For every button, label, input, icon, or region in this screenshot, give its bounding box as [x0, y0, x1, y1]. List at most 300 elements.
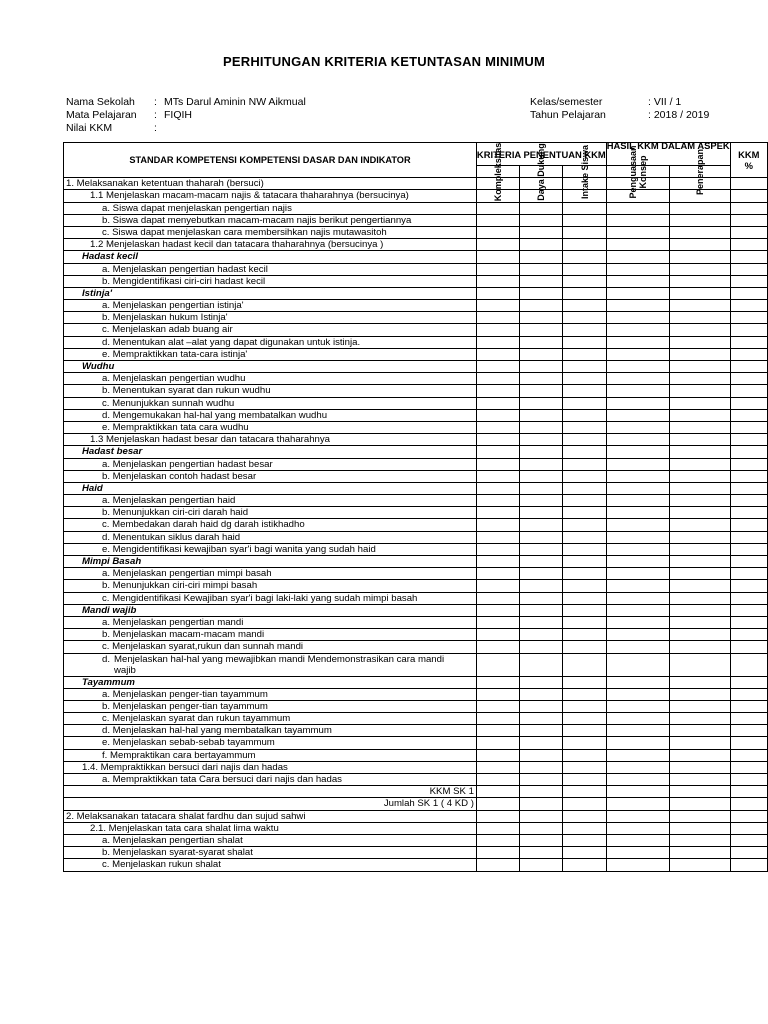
score-cell[interactable]	[476, 336, 519, 348]
score-cell[interactable]	[563, 251, 606, 263]
score-cell[interactable]	[520, 287, 563, 299]
score-cell[interactable]	[563, 556, 606, 568]
score-cell[interactable]	[606, 226, 670, 238]
score-cell[interactable]	[476, 324, 519, 336]
score-cell[interactable]	[670, 676, 730, 688]
score-cell[interactable]	[476, 822, 519, 834]
score-cell[interactable]	[476, 434, 519, 446]
score-cell[interactable]	[606, 859, 670, 871]
score-cell[interactable]	[606, 737, 670, 749]
score-cell[interactable]	[520, 263, 563, 275]
score-cell[interactable]	[606, 263, 670, 275]
score-cell[interactable]	[606, 592, 670, 604]
score-cell[interactable]	[670, 263, 730, 275]
score-cell[interactable]	[730, 604, 767, 616]
score-cell[interactable]	[670, 507, 730, 519]
score-cell[interactable]	[670, 543, 730, 555]
score-cell[interactable]	[520, 568, 563, 580]
score-cell[interactable]	[606, 725, 670, 737]
score-cell[interactable]	[563, 421, 606, 433]
score-cell[interactable]	[476, 543, 519, 555]
score-cell[interactable]	[730, 556, 767, 568]
score-cell[interactable]	[520, 519, 563, 531]
score-cell[interactable]	[730, 749, 767, 761]
score-cell[interactable]	[606, 641, 670, 653]
score-cell[interactable]	[563, 239, 606, 251]
score-cell[interactable]	[730, 251, 767, 263]
score-cell[interactable]	[606, 397, 670, 409]
score-cell[interactable]	[670, 688, 730, 700]
score-cell[interactable]	[730, 275, 767, 287]
score-cell[interactable]	[476, 810, 519, 822]
score-cell[interactable]	[606, 421, 670, 433]
score-cell[interactable]	[563, 653, 606, 676]
score-cell[interactable]	[670, 251, 730, 263]
score-cell[interactable]	[670, 713, 730, 725]
score-cell[interactable]	[670, 629, 730, 641]
score-cell[interactable]	[476, 495, 519, 507]
score-cell[interactable]	[520, 676, 563, 688]
score-cell[interactable]	[730, 822, 767, 834]
score-cell[interactable]	[563, 458, 606, 470]
score-cell[interactable]	[606, 786, 670, 798]
score-cell[interactable]	[476, 774, 519, 786]
score-cell[interactable]	[476, 409, 519, 421]
score-cell[interactable]	[670, 700, 730, 712]
score-cell[interactable]	[670, 470, 730, 482]
score-cell[interactable]	[520, 324, 563, 336]
score-cell[interactable]	[476, 688, 519, 700]
score-cell[interactable]	[563, 507, 606, 519]
score-cell[interactable]	[520, 421, 563, 433]
score-cell[interactable]	[606, 507, 670, 519]
score-cell[interactable]	[670, 774, 730, 786]
score-cell[interactable]	[730, 373, 767, 385]
score-cell[interactable]	[476, 226, 519, 238]
score-cell[interactable]	[520, 580, 563, 592]
score-cell[interactable]	[476, 348, 519, 360]
score-cell[interactable]	[730, 737, 767, 749]
score-cell[interactable]	[670, 421, 730, 433]
score-cell[interactable]	[606, 556, 670, 568]
score-cell[interactable]	[606, 482, 670, 494]
score-cell[interactable]	[563, 847, 606, 859]
score-cell[interactable]	[476, 592, 519, 604]
score-cell[interactable]	[563, 798, 606, 810]
score-cell[interactable]	[520, 348, 563, 360]
score-cell[interactable]	[730, 361, 767, 373]
score-cell[interactable]	[476, 531, 519, 543]
score-cell[interactable]	[670, 214, 730, 226]
score-cell[interactable]	[670, 446, 730, 458]
score-cell[interactable]	[476, 458, 519, 470]
score-cell[interactable]	[520, 641, 563, 653]
score-cell[interactable]	[606, 470, 670, 482]
score-cell[interactable]	[670, 568, 730, 580]
score-cell[interactable]	[670, 397, 730, 409]
score-cell[interactable]	[476, 786, 519, 798]
score-cell[interactable]	[670, 798, 730, 810]
score-cell[interactable]	[606, 713, 670, 725]
score-cell[interactable]	[520, 859, 563, 871]
score-cell[interactable]	[730, 495, 767, 507]
score-cell[interactable]	[563, 214, 606, 226]
score-cell[interactable]	[520, 202, 563, 214]
score-cell[interactable]	[606, 446, 670, 458]
score-cell[interactable]	[606, 604, 670, 616]
score-cell[interactable]	[563, 202, 606, 214]
score-cell[interactable]	[476, 202, 519, 214]
score-cell[interactable]	[476, 737, 519, 749]
score-cell[interactable]	[563, 361, 606, 373]
score-cell[interactable]	[606, 749, 670, 761]
score-cell[interactable]	[563, 531, 606, 543]
score-cell[interactable]	[670, 312, 730, 324]
score-cell[interactable]	[670, 834, 730, 846]
score-cell[interactable]	[476, 834, 519, 846]
score-cell[interactable]	[606, 810, 670, 822]
score-cell[interactable]	[730, 446, 767, 458]
score-cell[interactable]	[520, 713, 563, 725]
score-cell[interactable]	[563, 226, 606, 238]
score-cell[interactable]	[563, 275, 606, 287]
score-cell[interactable]	[606, 312, 670, 324]
score-cell[interactable]	[730, 482, 767, 494]
score-cell[interactable]	[606, 214, 670, 226]
score-cell[interactable]	[670, 434, 730, 446]
score-cell[interactable]	[670, 641, 730, 653]
score-cell[interactable]	[606, 287, 670, 299]
score-cell[interactable]	[520, 361, 563, 373]
score-cell[interactable]	[520, 312, 563, 324]
score-cell[interactable]	[476, 580, 519, 592]
score-cell[interactable]	[606, 458, 670, 470]
score-cell[interactable]	[563, 397, 606, 409]
score-cell[interactable]	[520, 239, 563, 251]
score-cell[interactable]	[670, 458, 730, 470]
score-cell[interactable]	[606, 700, 670, 712]
score-cell[interactable]	[520, 385, 563, 397]
score-cell[interactable]	[730, 810, 767, 822]
score-cell[interactable]	[730, 421, 767, 433]
score-cell[interactable]	[606, 774, 670, 786]
score-cell[interactable]	[606, 822, 670, 834]
score-cell[interactable]	[670, 409, 730, 421]
score-cell[interactable]	[563, 774, 606, 786]
score-cell[interactable]	[730, 507, 767, 519]
score-cell[interactable]	[476, 676, 519, 688]
score-cell[interactable]	[520, 847, 563, 859]
score-cell[interactable]	[670, 580, 730, 592]
score-cell[interactable]	[520, 798, 563, 810]
score-cell[interactable]	[606, 580, 670, 592]
score-cell[interactable]	[730, 531, 767, 543]
score-cell[interactable]	[670, 859, 730, 871]
score-cell[interactable]	[730, 434, 767, 446]
score-cell[interactable]	[476, 798, 519, 810]
score-cell[interactable]	[476, 482, 519, 494]
score-cell[interactable]	[520, 373, 563, 385]
score-cell[interactable]	[730, 324, 767, 336]
score-cell[interactable]	[520, 470, 563, 482]
score-cell[interactable]	[730, 653, 767, 676]
score-cell[interactable]	[730, 616, 767, 628]
score-cell[interactable]	[476, 214, 519, 226]
score-cell[interactable]	[606, 519, 670, 531]
score-cell[interactable]	[563, 348, 606, 360]
score-cell[interactable]	[476, 507, 519, 519]
score-cell[interactable]	[476, 385, 519, 397]
score-cell[interactable]	[606, 798, 670, 810]
score-cell[interactable]	[563, 434, 606, 446]
score-cell[interactable]	[670, 348, 730, 360]
score-cell[interactable]	[563, 336, 606, 348]
score-cell[interactable]	[730, 629, 767, 641]
score-cell[interactable]	[476, 446, 519, 458]
score-cell[interactable]	[730, 519, 767, 531]
score-cell[interactable]	[563, 676, 606, 688]
score-cell[interactable]	[520, 458, 563, 470]
score-cell[interactable]	[476, 470, 519, 482]
score-cell[interactable]	[563, 263, 606, 275]
score-cell[interactable]	[730, 859, 767, 871]
score-cell[interactable]	[730, 725, 767, 737]
score-cell[interactable]	[606, 616, 670, 628]
score-cell[interactable]	[520, 275, 563, 287]
score-cell[interactable]	[730, 214, 767, 226]
score-cell[interactable]	[476, 641, 519, 653]
score-cell[interactable]	[476, 275, 519, 287]
score-cell[interactable]	[730, 774, 767, 786]
score-cell[interactable]	[606, 348, 670, 360]
score-cell[interactable]	[606, 251, 670, 263]
score-cell[interactable]	[670, 361, 730, 373]
score-cell[interactable]	[670, 749, 730, 761]
score-cell[interactable]	[563, 737, 606, 749]
score-cell[interactable]	[730, 190, 767, 202]
score-cell[interactable]	[476, 251, 519, 263]
score-cell[interactable]	[730, 761, 767, 773]
score-cell[interactable]	[730, 580, 767, 592]
score-cell[interactable]	[520, 761, 563, 773]
score-cell[interactable]	[476, 556, 519, 568]
score-cell[interactable]	[563, 580, 606, 592]
score-cell[interactable]	[520, 434, 563, 446]
score-cell[interactable]	[606, 434, 670, 446]
score-cell[interactable]	[563, 287, 606, 299]
score-cell[interactable]	[606, 688, 670, 700]
score-cell[interactable]	[730, 592, 767, 604]
score-cell[interactable]	[476, 312, 519, 324]
score-cell[interactable]	[670, 616, 730, 628]
score-cell[interactable]	[730, 700, 767, 712]
score-cell[interactable]	[563, 859, 606, 871]
score-cell[interactable]	[606, 834, 670, 846]
score-cell[interactable]	[606, 239, 670, 251]
score-cell[interactable]	[730, 834, 767, 846]
score-cell[interactable]	[606, 847, 670, 859]
score-cell[interactable]	[670, 786, 730, 798]
score-cell[interactable]	[606, 336, 670, 348]
score-cell[interactable]	[563, 834, 606, 846]
score-cell[interactable]	[563, 543, 606, 555]
score-cell[interactable]	[520, 214, 563, 226]
score-cell[interactable]	[730, 641, 767, 653]
score-cell[interactable]	[730, 409, 767, 421]
score-cell[interactable]	[563, 385, 606, 397]
score-cell[interactable]	[520, 495, 563, 507]
score-cell[interactable]	[606, 761, 670, 773]
score-cell[interactable]	[606, 568, 670, 580]
score-cell[interactable]	[520, 300, 563, 312]
score-cell[interactable]	[730, 397, 767, 409]
score-cell[interactable]	[520, 653, 563, 676]
score-cell[interactable]	[670, 810, 730, 822]
score-cell[interactable]	[520, 251, 563, 263]
score-cell[interactable]	[730, 348, 767, 360]
score-cell[interactable]	[670, 725, 730, 737]
score-cell[interactable]	[670, 324, 730, 336]
score-cell[interactable]	[670, 385, 730, 397]
score-cell[interactable]	[476, 604, 519, 616]
score-cell[interactable]	[520, 604, 563, 616]
score-cell[interactable]	[563, 495, 606, 507]
score-cell[interactable]	[730, 385, 767, 397]
score-cell[interactable]	[563, 749, 606, 761]
score-cell[interactable]	[476, 397, 519, 409]
score-cell[interactable]	[730, 798, 767, 810]
score-cell[interactable]	[476, 700, 519, 712]
score-cell[interactable]	[563, 641, 606, 653]
score-cell[interactable]	[520, 226, 563, 238]
score-cell[interactable]	[606, 275, 670, 287]
score-cell[interactable]	[606, 373, 670, 385]
score-cell[interactable]	[670, 519, 730, 531]
score-cell[interactable]	[606, 361, 670, 373]
score-cell[interactable]	[670, 287, 730, 299]
score-cell[interactable]	[476, 713, 519, 725]
score-cell[interactable]	[730, 847, 767, 859]
score-cell[interactable]	[730, 239, 767, 251]
score-cell[interactable]	[670, 737, 730, 749]
score-cell[interactable]	[670, 495, 730, 507]
score-cell[interactable]	[520, 336, 563, 348]
score-cell[interactable]	[563, 312, 606, 324]
score-cell[interactable]	[476, 725, 519, 737]
score-cell[interactable]	[563, 409, 606, 421]
score-cell[interactable]	[606, 629, 670, 641]
score-cell[interactable]	[520, 592, 563, 604]
score-cell[interactable]	[730, 676, 767, 688]
score-cell[interactable]	[670, 556, 730, 568]
score-cell[interactable]	[520, 725, 563, 737]
score-cell[interactable]	[563, 519, 606, 531]
score-cell[interactable]	[520, 446, 563, 458]
score-cell[interactable]	[670, 300, 730, 312]
score-cell[interactable]	[606, 300, 670, 312]
score-cell[interactable]	[520, 749, 563, 761]
score-cell[interactable]	[670, 847, 730, 859]
score-cell[interactable]	[730, 178, 767, 190]
score-cell[interactable]	[520, 737, 563, 749]
score-cell[interactable]	[476, 847, 519, 859]
score-cell[interactable]	[563, 761, 606, 773]
score-cell[interactable]	[476, 300, 519, 312]
score-cell[interactable]	[563, 810, 606, 822]
score-cell[interactable]	[730, 312, 767, 324]
score-cell[interactable]	[520, 397, 563, 409]
score-cell[interactable]	[520, 409, 563, 421]
score-cell[interactable]	[520, 507, 563, 519]
score-cell[interactable]	[563, 688, 606, 700]
score-cell[interactable]	[563, 592, 606, 604]
score-cell[interactable]	[563, 629, 606, 641]
score-cell[interactable]	[520, 629, 563, 641]
score-cell[interactable]	[730, 263, 767, 275]
score-cell[interactable]	[563, 373, 606, 385]
score-cell[interactable]	[520, 774, 563, 786]
score-cell[interactable]	[730, 470, 767, 482]
score-cell[interactable]	[606, 531, 670, 543]
score-cell[interactable]	[520, 810, 563, 822]
score-cell[interactable]	[563, 822, 606, 834]
score-cell[interactable]	[563, 470, 606, 482]
score-cell[interactable]	[563, 725, 606, 737]
score-cell[interactable]	[563, 786, 606, 798]
score-cell[interactable]	[606, 324, 670, 336]
score-cell[interactable]	[670, 202, 730, 214]
score-cell[interactable]	[520, 531, 563, 543]
score-cell[interactable]	[520, 556, 563, 568]
score-cell[interactable]	[563, 300, 606, 312]
score-cell[interactable]	[520, 688, 563, 700]
score-cell[interactable]	[476, 239, 519, 251]
score-cell[interactable]	[563, 713, 606, 725]
score-cell[interactable]	[670, 531, 730, 543]
score-cell[interactable]	[520, 834, 563, 846]
score-cell[interactable]	[476, 519, 519, 531]
score-cell[interactable]	[730, 786, 767, 798]
score-cell[interactable]	[563, 616, 606, 628]
score-cell[interactable]	[730, 336, 767, 348]
score-cell[interactable]	[670, 275, 730, 287]
score-cell[interactable]	[730, 713, 767, 725]
score-cell[interactable]	[730, 300, 767, 312]
score-cell[interactable]	[476, 287, 519, 299]
score-cell[interactable]	[606, 653, 670, 676]
score-cell[interactable]	[520, 822, 563, 834]
score-cell[interactable]	[476, 749, 519, 761]
score-cell[interactable]	[670, 336, 730, 348]
score-cell[interactable]	[730, 568, 767, 580]
score-cell[interactable]	[476, 421, 519, 433]
score-cell[interactable]	[520, 616, 563, 628]
score-cell[interactable]	[606, 409, 670, 421]
score-cell[interactable]	[563, 568, 606, 580]
score-cell[interactable]	[563, 482, 606, 494]
score-cell[interactable]	[476, 629, 519, 641]
score-cell[interactable]	[670, 482, 730, 494]
score-cell[interactable]	[730, 226, 767, 238]
score-cell[interactable]	[606, 202, 670, 214]
score-cell[interactable]	[520, 543, 563, 555]
score-cell[interactable]	[670, 653, 730, 676]
score-cell[interactable]	[476, 568, 519, 580]
score-cell[interactable]	[563, 324, 606, 336]
score-cell[interactable]	[670, 592, 730, 604]
score-cell[interactable]	[730, 543, 767, 555]
score-cell[interactable]	[520, 786, 563, 798]
